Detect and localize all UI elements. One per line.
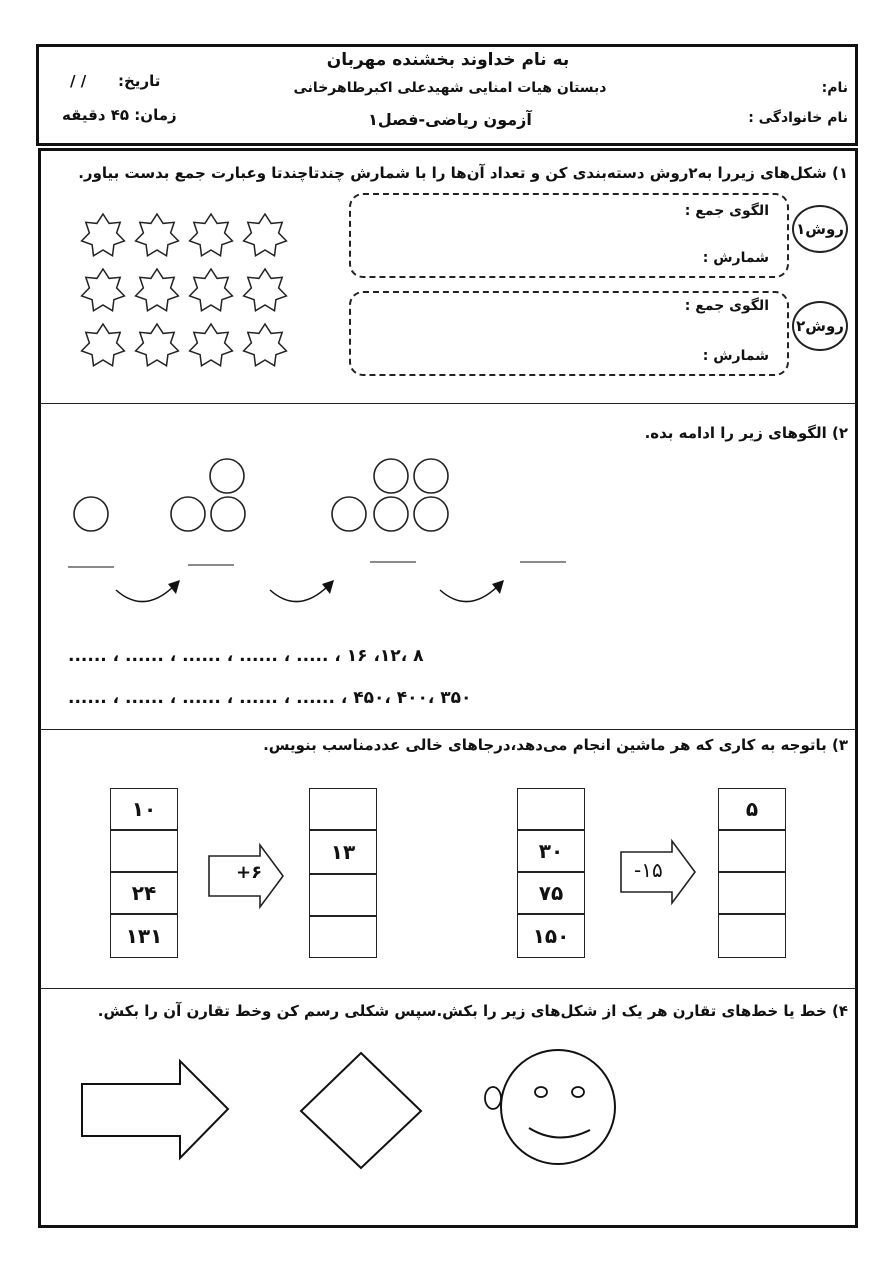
circle-shape bbox=[332, 497, 366, 531]
face-shape bbox=[501, 1050, 615, 1164]
star-shape bbox=[244, 324, 287, 366]
circle-shape bbox=[414, 459, 448, 493]
arrow-shape bbox=[82, 1061, 228, 1158]
circle-shape bbox=[74, 497, 108, 531]
question-2-text: ۲) الگوهای زیر را ادامه بده. bbox=[644, 424, 848, 442]
circle-shape bbox=[374, 459, 408, 493]
divider bbox=[40, 403, 856, 404]
family-name-label: نام خانوادگی : bbox=[748, 110, 848, 126]
arrow-icon bbox=[116, 586, 174, 602]
output-cell: ۱۳ bbox=[309, 830, 377, 874]
circle-shape bbox=[171, 497, 205, 531]
output-cell[interactable] bbox=[718, 914, 786, 958]
output-cell: ۵ bbox=[718, 788, 786, 830]
symmetry-shapes bbox=[80, 1058, 640, 1168]
circle-shape bbox=[374, 497, 408, 531]
output-cell[interactable] bbox=[309, 788, 377, 830]
question-3-text: ۳) باتوجه به کاری که هر ماشین انجام می‌دهد،درجاهای خالی عددمناسب بنویس. bbox=[263, 736, 848, 754]
input-cell: ۱۰ bbox=[110, 788, 178, 830]
operation-label: -۱۵ bbox=[634, 858, 663, 882]
name-label: نام: bbox=[821, 80, 848, 96]
output-cell[interactable] bbox=[309, 916, 377, 958]
input-cell: ۱۵۰ bbox=[517, 914, 585, 958]
star-shape bbox=[82, 324, 125, 366]
circle-pattern bbox=[60, 450, 580, 620]
date-label: تاریخ: bbox=[118, 72, 161, 90]
star-shape bbox=[136, 214, 179, 256]
star-shape bbox=[190, 324, 233, 366]
star-shape bbox=[244, 214, 287, 256]
output-cell[interactable] bbox=[309, 874, 377, 916]
input-cell: ۷۵ bbox=[517, 872, 585, 914]
input-cell: ۱۳۱ bbox=[110, 914, 178, 958]
circle-shape bbox=[210, 459, 244, 493]
input-cell[interactable] bbox=[517, 788, 585, 830]
school-name: دبستان هیات امنایی شهیدعلی اکبرطاهرخانی bbox=[293, 80, 607, 96]
sequence-2: ۳۵۰ ،۴۰۰ ،۴۵۰ ، ...... ، ...... ، ...... ، ...... ، ...... bbox=[68, 688, 472, 708]
method-1-badge: روش۱ bbox=[792, 205, 848, 253]
star-shape bbox=[82, 269, 125, 311]
ear-shape bbox=[485, 1087, 501, 1109]
star-shape bbox=[136, 269, 179, 311]
star-shape bbox=[190, 269, 233, 311]
time-label: زمان: ۴۵ دقیقه bbox=[62, 106, 177, 124]
method-2-badge: روش۲ bbox=[792, 301, 848, 351]
input-cell[interactable] bbox=[110, 830, 178, 872]
divider bbox=[40, 729, 856, 730]
date-value: / / bbox=[70, 72, 87, 90]
question-1-text: ۱) شکل‌های زیررا به۲روش دسته‌بندی کن و تعداد آن‌ها را با شمارش چندتاچندتا وعبارت جمع بدست بیاور. bbox=[78, 164, 848, 182]
arrow-icon bbox=[440, 586, 498, 602]
star-shape bbox=[136, 324, 179, 366]
sequence-1: ۸ ،۱۲، ۱۶ ، ..... ، ...... ، ...... ، ...... ، ...... bbox=[68, 646, 424, 666]
question-4-text: ۴) خط یا خط‌های تقارن هر یک از شکل‌های زیر را بکش.سپس شکلی رسم کن وخط تقارن آن را بکش. bbox=[97, 1002, 848, 1020]
stars-grid bbox=[70, 210, 310, 370]
mouth-shape bbox=[529, 1128, 590, 1138]
output-cell[interactable] bbox=[718, 872, 786, 914]
method-2-count-label: شمارش : bbox=[702, 348, 769, 364]
header-title: به نام خداوند بخشنده مهربان bbox=[326, 50, 570, 70]
star-shape bbox=[244, 269, 287, 311]
star-shape bbox=[190, 214, 233, 256]
eye-shape bbox=[572, 1087, 584, 1097]
operation-label: +۶ bbox=[236, 862, 263, 883]
divider bbox=[40, 988, 856, 989]
exam-title: آزمون ریاضی-فصل۱ bbox=[368, 110, 532, 129]
star-shape bbox=[82, 214, 125, 256]
output-cell[interactable] bbox=[718, 830, 786, 872]
arrow-icon bbox=[270, 586, 328, 602]
diamond-shape bbox=[301, 1053, 421, 1168]
method-2-pattern-label: الگوی جمع : bbox=[684, 298, 769, 314]
circle-shape bbox=[211, 497, 245, 531]
method-1-count-label: شمارش : bbox=[702, 250, 769, 266]
input-cell: ۲۴ bbox=[110, 872, 178, 914]
eye-shape bbox=[535, 1087, 547, 1097]
input-cell: ۳۰ bbox=[517, 830, 585, 872]
circle-shape bbox=[414, 497, 448, 531]
method-1-pattern-label: الگوی جمع : bbox=[684, 203, 769, 219]
